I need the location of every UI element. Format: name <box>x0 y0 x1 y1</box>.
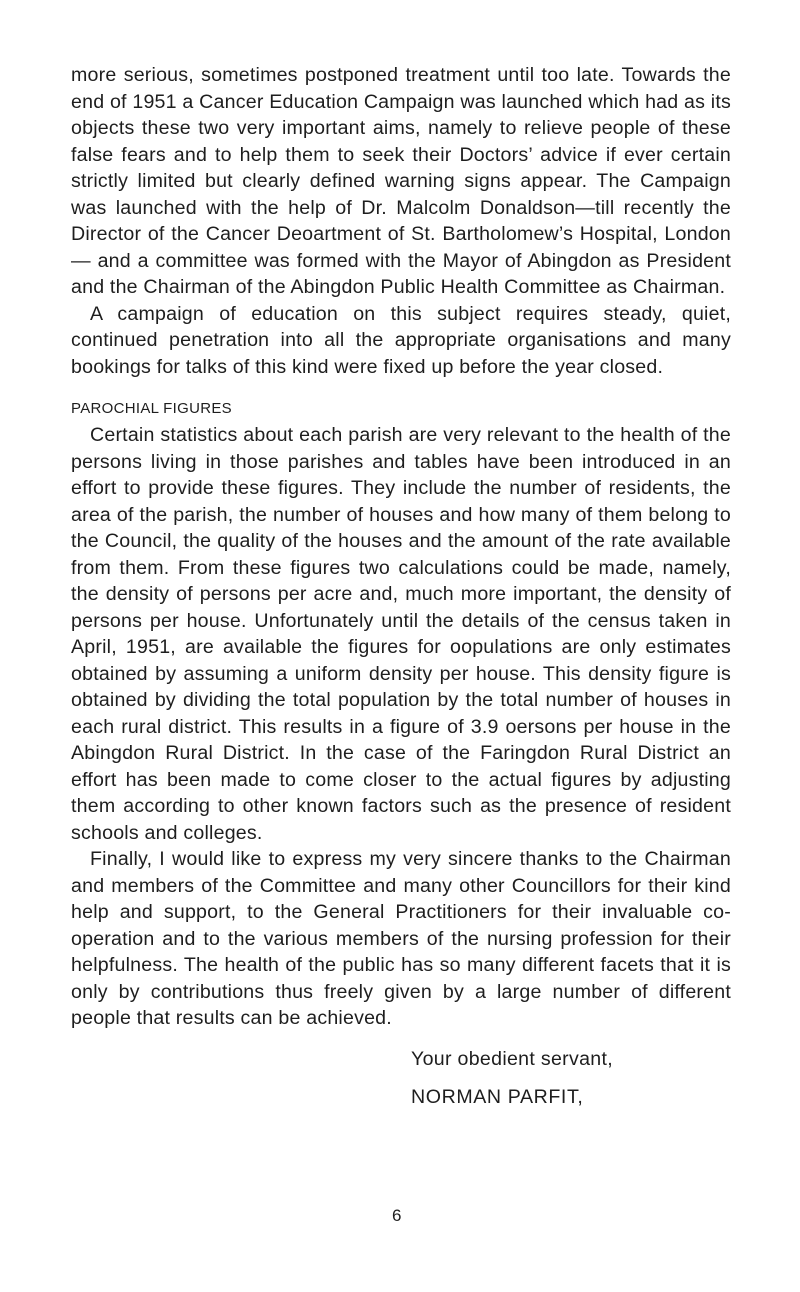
page-number: 6 <box>392 1206 402 1225</box>
body-paragraph: Certain statistics about each parish are very relevant to the health of the persons living in those parishes and tables have been introduced in an effort to provide these figures. They include the number of residents, the area of the parish, the number of houses and how many of them belong to the Council, the quality of the houses and the amount of the rate available from them. From these figures two calculations could be made, namely, the density of persons per acre and, much more important, the density of persons per house. Unfortunately until the details of the census taken in April, 1951, are available the figures for oopulations are only estimates obtained by assuming a uniform density per house. This density figure is obtained by dividing the total population by the total number of houses in each rural district. This results in a figure of 3.9 oersons per house in the Abingdon Rural District. In the case of the Faringdon Rural District an effort has been made to come closer to the actual figures by adjusting them according to other known factors such as the presence of resident schools and colleges. <box>71 424 731 844</box>
author-signature: NORMAN PARFIT, <box>411 1086 584 1108</box>
document-page <box>71 62 731 1111</box>
section-heading: PAROCHIAL FIGURES <box>71 400 232 417</box>
body-paragraph: A campaign of education on this subject requires steady, quiet, continued penetration into all the appropriate organisations and many bookings for talks of this kind were fixed up before the year closed. <box>71 302 731 378</box>
body-paragraph: more serious, sometimes postponed treatment until too late. Towards the end of 1951 a Cancer Education Campaign was launched which had as its objects these two very important aims, namely to relieve people of these false fears and to help them to seek their Doctors’ advice if ever certain strictly limited but clearly defined warning signs appear. The Campaign was launched with the help of Dr. Malcolm Donaldson—till recently the Director of the Cancer Deoartment of St. Bartholomew’s Hospital, London— and a committee was formed with the Mayor of Abingdon as President and the Chairman of the Abingdon Public Health Committee as Chairman. <box>71 64 731 298</box>
closing-salutation: Your obedient servant, <box>411 1047 613 1070</box>
body-paragraph: Finally, I would like to express my very sincere thanks to the Chairman and members of the Committee and many other Councillors for their kind help and support, to the General Practitioners for their invaluable co-operation and to the various members of the nursing profession for their helpfulness. The health of the public has so many different facets that it is only by contributions thus freely given by a large number of different people that results can be achieved. <box>71 848 731 1029</box>
